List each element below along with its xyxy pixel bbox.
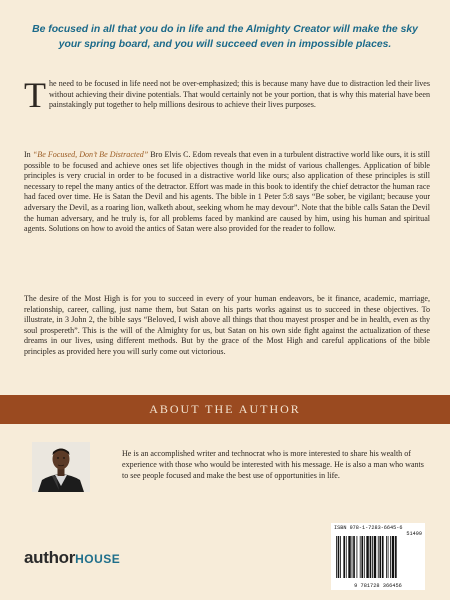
publisher-logo-author: author <box>24 548 76 567</box>
author-photo <box>32 442 90 492</box>
about-author-text: He is an accomplished writer and technocrat who is more interested to share his wealth of experience with those who would be interested with his message. He is also a man who wants to see people focused and make the best use of opportunities in life. <box>122 449 424 480</box>
closing-paragraph: The desire of the Most High is for you to succeed in every of your human endeavors, be it finance, academic, marriage, relationship, career, calling, just name them, but Satan on his parts works against us to succeed in these objectives. To illustrate, in 3 John 2, the bible says “Beloved, I wish above all things that thou mayest prosper and be in health, even as thy soul prospereth”. This is the will of the Almighty for us, but Satan on his own side fight against the actualization of these dreams in our lives, using different methods. But by the grace of the Most High and careful applications of the bible principles as provided here you will surly come out victorious. <box>24 294 430 356</box>
isbn-text: ISBN 978-1-7283-6645-6 <box>334 525 403 531</box>
intro-paragraph <box>24 75 430 115</box>
cover-quote: Be focused in all that you do in life and the Almighty Creator will make the sky your spring board, and you will succeed even in impossible places. <box>32 24 418 50</box>
publisher-logo-house: HOUSE <box>75 552 121 566</box>
about-author-banner <box>0 395 450 424</box>
intro-text: he need to be focused in life need not be over-emphasized; this is because many have due to distraction led their lives without achieving their divine potentials. That would certainly not be your portion, that is why this material have been painstakingly put together to help millions desirous to achieve their lives purposes. <box>49 79 430 110</box>
price-code: 51499 <box>406 531 422 537</box>
summary-text: Bro Elvis C. Edom reveals that even in a turbulent distractive world like ours, it is still possible to be focused and achieve ones set life objectives though in the midst of various challenges. Application of bible principles is very crucial in order to be focused in a distractive world like ours; also application of these principles is still necessary to repel the many antics of the detractor. Effort was made in this book to identify the chief detractor the human race had faced over time. He is Satan the Devil and his agents. The bible in 1 Peter 5:8 says “Be sober, be vigilant; because your adversary the Devil, as a roaring lion, walketh about, seeking whom he may devour”. Note that the bible calls Satan the Devil the human adversary, and he truly is, for all problems faced by mankind are caused by him, using his human and spiritual agents. Solutions on how to avoid the antics of Satan were also provided for the reader to follow. <box>24 150 430 234</box>
publisher-logo <box>24 548 120 568</box>
drop-cap: T <box>24 75 46 115</box>
barcode-number: 9 781728 366456 <box>354 583 402 589</box>
barcode-bars <box>334 536 422 581</box>
summary-paragraph <box>24 150 430 235</box>
summary-lead: In <box>24 150 33 159</box>
book-title: “Be Focused, Don’t Be Distracted” <box>32 150 149 159</box>
about-author-heading: ABOUT THE AUTHOR <box>149 402 301 416</box>
isbn-barcode <box>331 523 425 590</box>
